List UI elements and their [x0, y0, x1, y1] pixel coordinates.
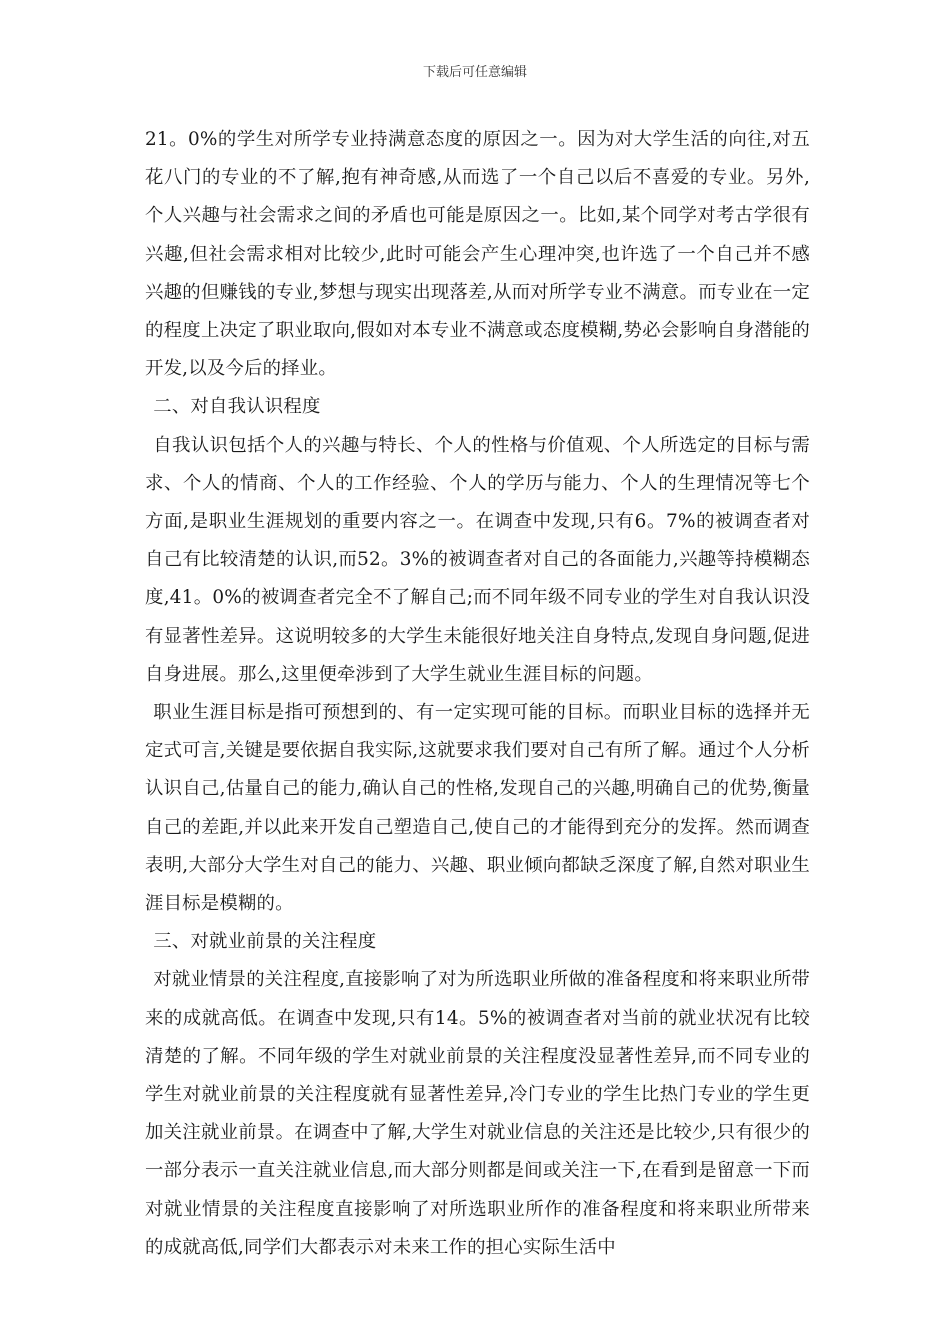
paragraph-1: 21。0%的学生对所学专业持满意态度的原因之一。因为对大学生活的向往,对五花八门的专业的不了解,抱有神奇感,从而选了一个自己以后不喜爱的专业。另外,个人兴趣与社会需求之间的矛盾也可能是原因之一。比如,某个同学对考古学很有兴趣,但社会需求相对比较少,此时可能会产生心理冲突,也许选了一个自己并不感兴趣的但赚钱的专业,梦想与现实出现落差,从而对所学专业不满意。而专业在一定的程度上决定了职业取向,假如对本专业不满意或态度模糊,势必会影响自身潜能的开发,以及今后的择业。 — [145, 129, 810, 380]
document-body — [145, 121, 810, 1267]
paragraph-2: 自我认识包括个人的兴趣与特长、个人的性格与价值观、个人所选定的目标与需求、个人的情商、个人的工作经验、个人的学历与能力、个人的生理情况等七个方面,是职业生涯规划的重要内容之一。在调查中发现,只有6。7%的被调查者对自己有比较清楚的认识,而52。3%的被调查者对自己的各面能力,兴趣等持模糊态度,41。0%的被调查者完全不了解自己;而不同年级不同专业的学生对自我认识没有显著性差异。这说明较多的大学生未能很好地关注自身特点,发现自身问题,促进自身进展。那么,这里便牵涉到了大学生就业生涯目标的问题。 — [145, 434, 810, 685]
section-heading-3: 三、对就业前景的关注程度 — [153, 931, 377, 953]
page-header-note: 下载后可任意编辑 — [422, 65, 527, 80]
section-heading-2: 二、对自我认识程度 — [153, 396, 321, 418]
paragraph-3: 职业生涯目标是指可预想到的、有一定实现可能的目标。而职业目标的选择并无定式可言,关键是要依据自我实际,这就要求我们要对自己有所了解。通过个人分析认识自己,估量自己的能力,确认自己的性格,发现自己的兴趣,明确自己的优势,衡量自己的差距,并以此来开发自己塑造自己,使自己的才能得到充分的发挥。然而调查表明,大部分大学生对自己的能力、兴趣、职业倾向都缺乏深度了解,自然对职业生涯目标是模糊的。 — [145, 702, 810, 915]
paragraph-4: 对就业情景的关注程度,直接影响了对为所选职业所做的准备程度和将来职业所带来的成就高低。在调查中发现,只有14。5%的被调查者对当前的就业状况有比较清楚的了解。不同年级的学生对就业前景的关注程度没显著性差异,而不同专业的学生对就业前景的关注程度就有显著性差异,冷门专业的学生比热门专业的学生更加关注就业前景。在调查中了解,大学生对就业信息的关注还是比较少,只有很少的一部分表示一直关注就业信息,而大部分则都是间或关注一下,在看到是留意一下而对就业情景的关注程度直接影响了对所选职业所作的准备程度和将来职业所带来的成就高低,同学们大都表示对未来工作的担心实际生活中 — [145, 969, 810, 1258]
